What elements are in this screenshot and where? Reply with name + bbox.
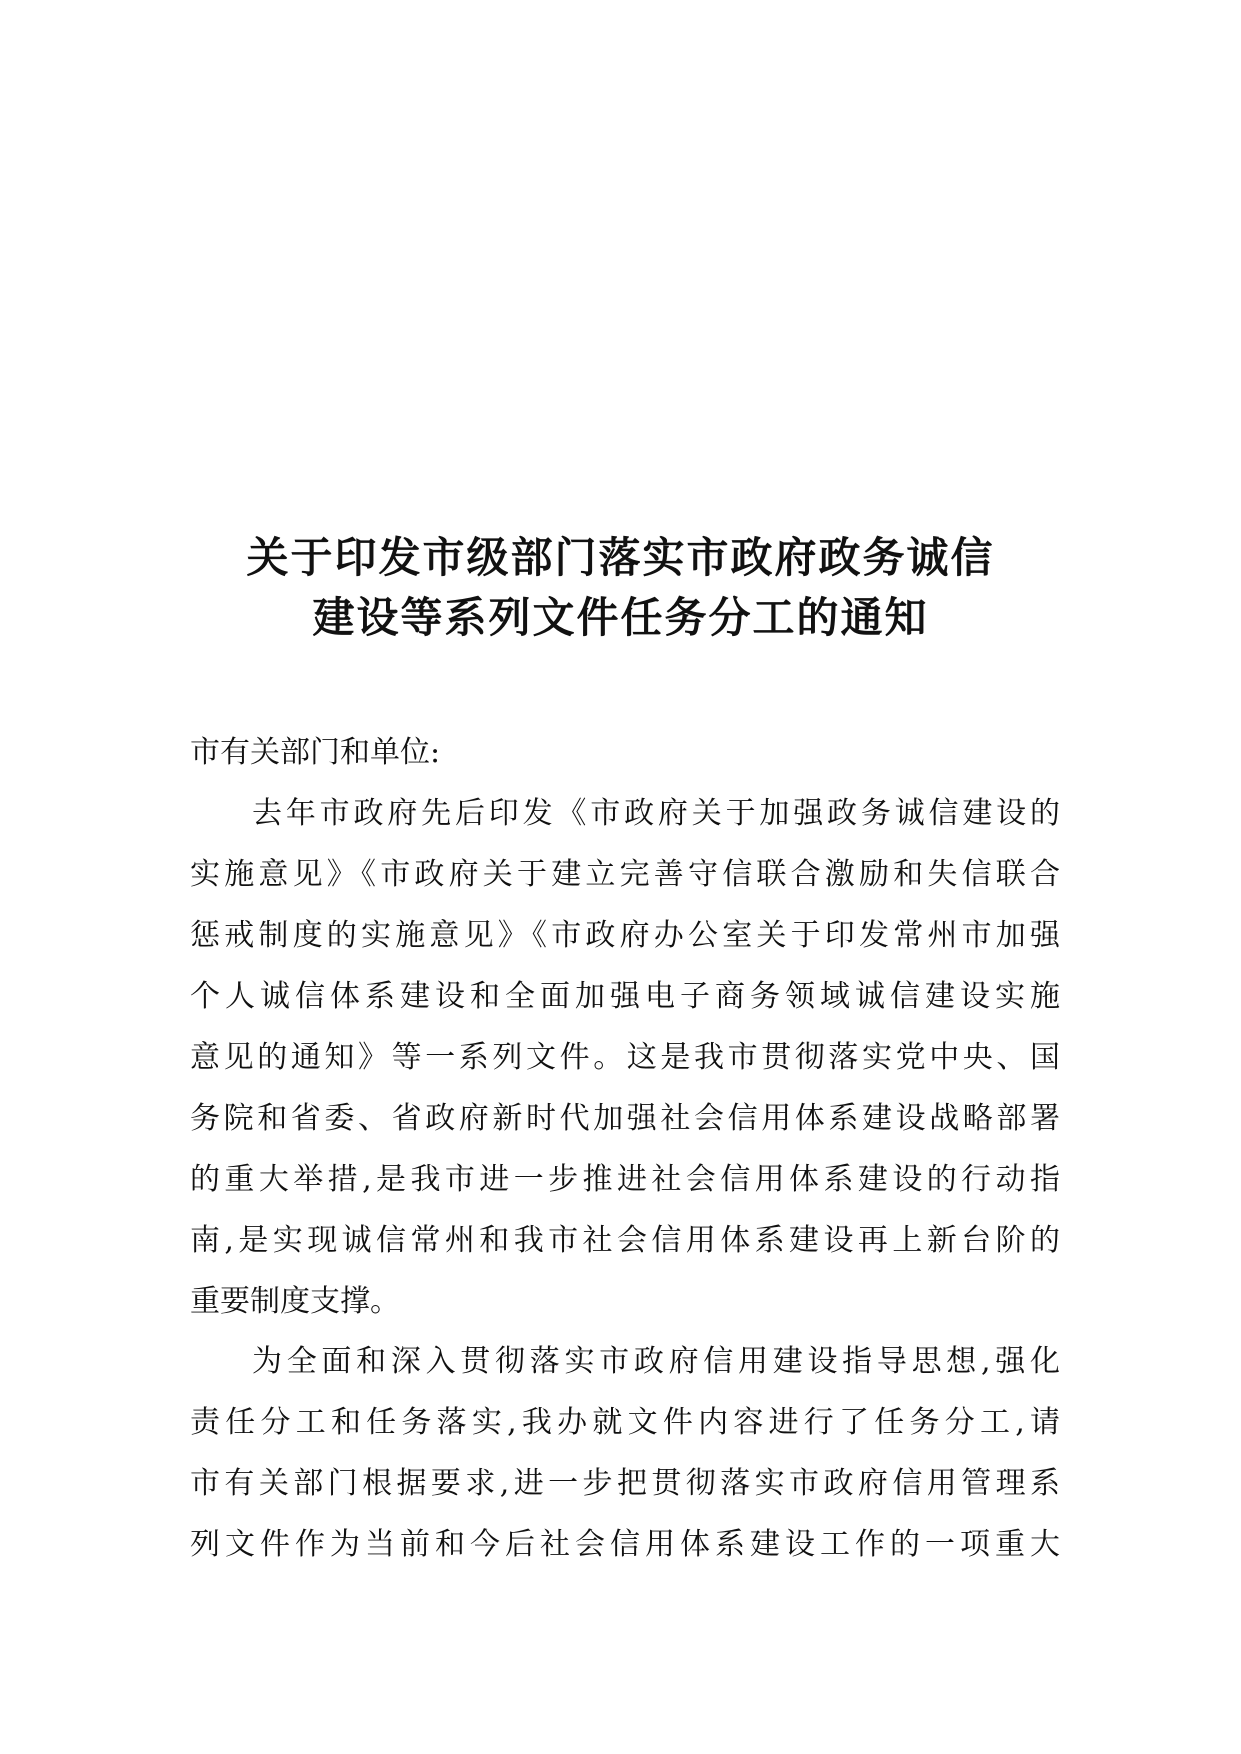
paragraph-1 bbox=[190, 783, 1060, 1332]
title-line-1: 关于印发市级部门落实市政府政务诚信 bbox=[246, 533, 995, 582]
paragraph-1-line: 实施意见》《市政府关于建立完善守信联合激励和失信联合 bbox=[190, 857, 1060, 892]
paragraph-1-line: 重要制度支撑。 bbox=[190, 1284, 400, 1319]
paragraph-2-line: 市有关部门根据要求,进一步把贯彻落实市政府信用管理系 bbox=[190, 1466, 1060, 1501]
paragraph-2 bbox=[190, 1331, 1060, 1575]
salutation-text: 市有关部门和单位: bbox=[190, 735, 441, 770]
paragraph-1-line: 南,是实现诚信常州和我市社会信用体系建设再上新台阶的 bbox=[190, 1223, 1060, 1258]
title-line-2: 建设等系列文件任务分工的通知 bbox=[312, 593, 929, 642]
paragraph-2-line: 列文件作为当前和今后社会信用体系建设工作的一项重大 bbox=[190, 1527, 1060, 1562]
paragraph-2-line: 责任分工和任务落实,我办就文件内容进行了任务分工,请 bbox=[190, 1405, 1060, 1440]
salutation bbox=[190, 722, 1060, 783]
paragraph-2-line: 为全面和深入贯彻落实市政府信用建设指导思想,强化 bbox=[252, 1344, 1060, 1379]
paragraph-1-line: 意见的通知》等一系列文件。这是我市贯彻落实党中央、国 bbox=[190, 1040, 1060, 1075]
paragraph-1-line: 去年市政府先后印发《市政府关于加强政务诚信建设的 bbox=[252, 796, 1060, 831]
document-title bbox=[0, 528, 1241, 648]
paragraph-1-line: 务院和省委、省政府新时代加强社会信用体系建设战略部署 bbox=[190, 1101, 1060, 1136]
paragraph-1-line: 个人诚信体系建设和全面加强电子商务领域诚信建设实施 bbox=[190, 979, 1060, 1014]
paragraph-1-line: 的重大举措,是我市进一步推进社会信用体系建设的行动指 bbox=[190, 1162, 1060, 1197]
paragraph-1-line: 惩戒制度的实施意见》《市政府办公室关于印发常州市加强 bbox=[190, 918, 1060, 953]
